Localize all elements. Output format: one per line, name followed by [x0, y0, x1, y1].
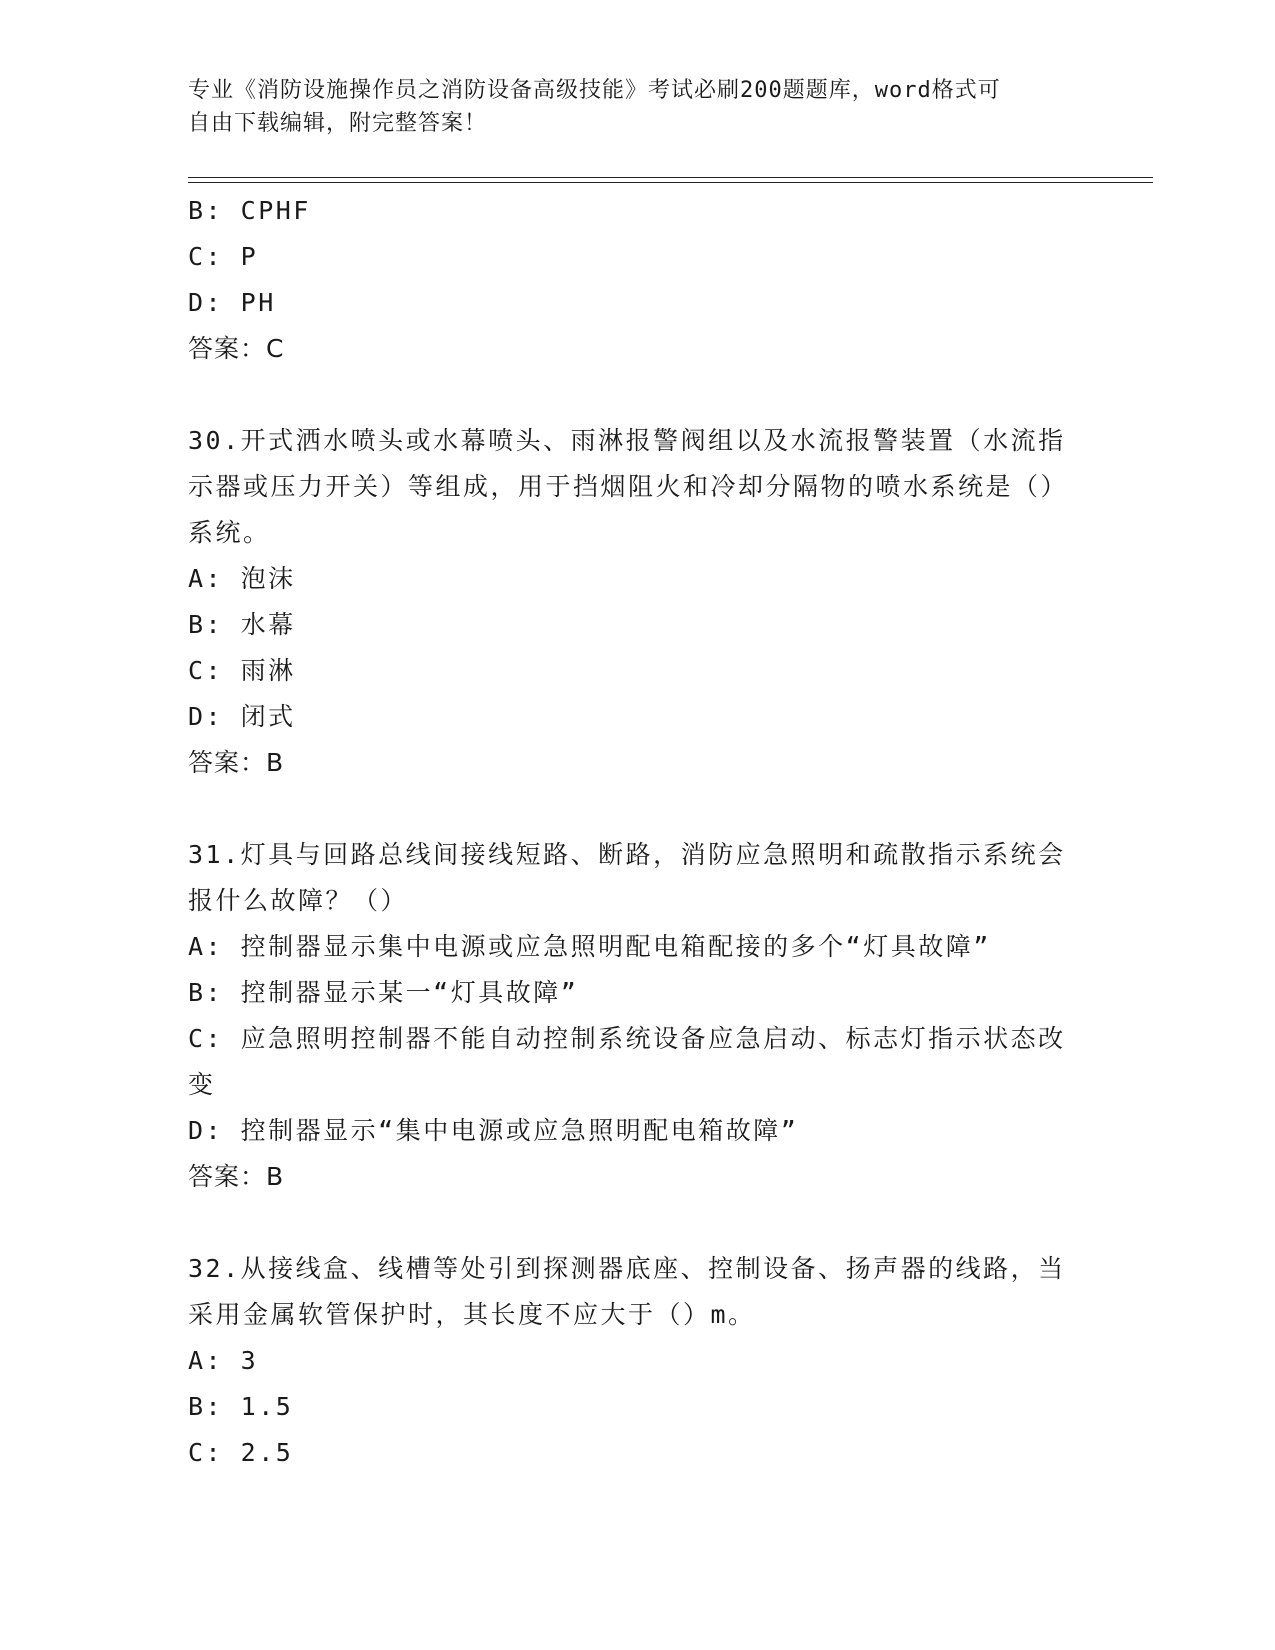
answer: 答案：B — [188, 1162, 285, 1191]
option-b: B: CPHF — [188, 196, 311, 225]
question-30 — [188, 418, 1093, 786]
option-d: D: PH — [188, 288, 276, 317]
option-b: B: 控制器显示某一“灯具故障” — [188, 978, 579, 1007]
spacer — [188, 1200, 1093, 1246]
header-rule-bottom — [188, 182, 1153, 183]
spacer — [188, 786, 1093, 832]
option-c: C: 2.5 — [188, 1438, 294, 1467]
header-line-2: 自由下载编辑，附完整答案！ — [188, 111, 488, 136]
header-rule-top — [188, 177, 1153, 178]
question-32 — [188, 1246, 1093, 1476]
option-c: C: P — [188, 242, 259, 271]
question-list — [188, 188, 1093, 1476]
option-b: B: 水幕 — [188, 610, 296, 639]
option-a: A: 3 — [188, 1346, 259, 1375]
option-d: D: 控制器显示“集中电源或应急照明配电箱故障” — [188, 1116, 799, 1145]
question-stem: 32.从接线盒、线槽等处引到探测器底座、控制设备、扬声器的线路，当采用金属软管保护时，其长度不应大于（）m。 — [188, 1254, 1066, 1329]
option-a: A: 泡沫 — [188, 564, 296, 593]
header-line-1: 专业《消防设施操作员之消防设备高级技能》考试必刷200题题库，word格式可 — [188, 78, 1001, 103]
question-29-tail — [188, 188, 1093, 372]
spacer — [188, 372, 1093, 418]
option-c: C: 应急照明控制器不能自动控制系统设备应急启动、标志灯指示状态改变 — [188, 1024, 1066, 1099]
option-d: D: 闭式 — [188, 702, 296, 731]
question-stem: 30.开式洒水喷头或水幕喷头、雨淋报警阀组以及水流报警装置（水流指示器或压力开关）等组成，用于挡烟阻火和冷却分隔物的喷水系统是（）系统。 — [188, 426, 1069, 547]
option-b: B: 1.5 — [188, 1392, 294, 1421]
document-header — [188, 74, 1068, 140]
answer: 答案：B — [188, 748, 285, 777]
question-stem: 31.灯具与回路总线间接线短路、断路，消防应急照明和疏散指示系统会报什么故障？（） — [188, 840, 1066, 915]
question-31 — [188, 832, 1093, 1200]
option-a: A: 控制器显示集中电源或应急照明配电箱配接的多个“灯具故障” — [188, 932, 991, 961]
answer: 答案：C — [188, 334, 285, 363]
option-c: C: 雨淋 — [188, 656, 296, 685]
